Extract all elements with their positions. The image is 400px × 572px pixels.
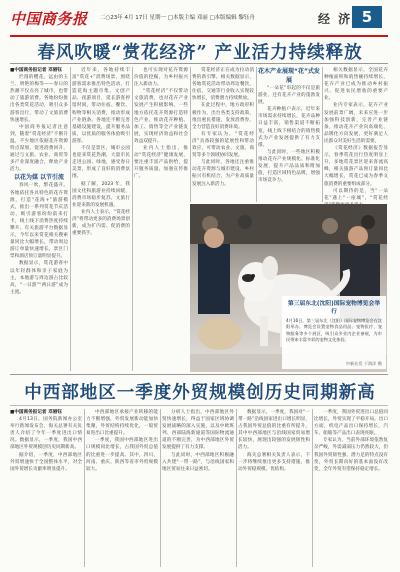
article2-column-3 [162,409,234,567]
subheading: 以花为媒 以节引流 [13,174,65,182]
section-title: 经 济 [318,12,353,26]
column-divider [70,67,71,371]
paragraph: 专家认为，当前外部环境依然复杂严峻，外需减弱压力仍然较大，但我国外贸韧性强、潜力足的特点没有变，外贸长期向好的基本面没有改变，全年外贸有望保持稳定增长。 [314,438,388,472]
headline-rule [10,63,388,64]
article1-column-5 [258,67,320,202]
page-number: 5 [352,6,382,28]
column-divider [236,409,237,567]
column-divider [160,409,161,567]
article1-column-3 [134,67,188,371]
paragraph: 数据显示，赏花游客中以年轻群体和亲子家庭为主，本地游与周边游占比较高，“一日游”“两日游”成为主流。 [10,261,68,295]
photo-credit: 中新社发 于海洋 摄 [345,361,382,366]
paragraph: “一朵花”串起的不仅是旅游业，还有花卉产业的蓬勃发展。 [258,86,320,106]
paragraph: 可以期待的是，当“一朵花”遇上“一座城”，“赏花经 [324,188,388,201]
paragraph: 有专家认为，“赏花经济”具备较强的延展性和带动效应，可带动农业、文旅、商贸等多个领域协同发展。 [192,131,254,159]
dateline: 二○23年 4月 17日 星期一 □本版主编 邓丽 □本版编辑 黎钰舟 [100,15,255,21]
paragraph: 近年来，各地持续丰富“赏花+”消费场景，围绕游客需求推出特色活动，打造花海主题市集、文创产品、夜游项目，延长游客停留时间，带动住宿、餐饮、购物等相关消费，推动形成产业链条。各地还不断完善基础设施建设，提升服务品质，以优质的服务体验吸引游客。 [72,68,130,144]
paragraph: 与此同时，中西部地区积极融入共建“一带一路”，与沿线国家和地区贸易往来日益密切。 [162,452,234,472]
article1-column-6 [324,67,388,202]
article2-column-5 [314,409,388,567]
paragraph: 花卉种植户表示，近年来市场需求持续增长，花卉品种日益丰富，销售渠道不断拓宽，线上线下相结合的销售模式为产业发展提供了有力支撑。 [258,107,320,148]
paragraph: 也可实现对花卉资源价值的挖掘，为乡村振兴注入新动力。 [134,68,188,88]
photo-caption-text: 4月16日，第三届东北（沈阳）国际宠物博览会在沈阳举办。博览会设置宠物食品用品、宠物医疗、宠物服务等多个展区，吸引众多业内企业参展，为市民带来丰富多彩的宠物文化体验。 [286,318,382,343]
article1-column-4 [192,67,254,202]
column-divider [132,67,133,371]
photo-caption-title: 第三届东北(沈阳)国际宠物博览会举行 [287,301,381,315]
paragraph: 4月13日，国务院新闻办公室举行新闻发布会，海关总署有关负责人介绍了今年一季度进出口情况。数据显示，一季度，我国中西部地区外贸规模创历史同期新高。 [10,417,82,451]
paragraph: 在此过程中，地方政府积极作为，出台各类支持政策，推出惠民措施，发放消费券，全力营造良好消费环境。 [192,103,254,130]
column-divider [84,409,85,567]
paragraph: 分析人士指出，中西部地区外贸快速增长，得益于国家区域协调发展战略的深入实施，以及中欧班列、西部陆海新通道等国际物流通道的不断完善，为中西部地区外贸发展提供了有力支撑。 [162,410,234,451]
paragraph: 业内人士表示，“赏花经济”将带动更多的消费场景创新，成为扩内需、促消费的重要抓手。 [72,209,130,237]
paragraph: 一季度，我国外贸进出口总值同比增长，外贸实现了平稳开局。出口方面，机电产品出口保持增长，汽车、船舶等产品出口表现亮眼。 [314,410,388,437]
article2-column-4 [238,409,310,567]
column-divider [190,67,191,202]
column-divider [312,409,313,567]
paragraph: 与此同时，各地还注重推动花卉资源与城市建设、乡村振兴有机结合，为产业高质量发展注入新活力。 [192,160,254,187]
subheading: 花木产业展现“花”式发展 [258,68,320,84]
paragraph: 不仅是景区，城市公园也迎来赏花热潮，大量市民走进公园、绿地，感受春日美景，形成了良好的消费氛围。 [72,146,130,180]
paragraph: 《赏花经济》数据报告显示，春季赏花出行热度明显上升，多地赏花景区迎来客流高峰，相关旅游产品预订量同比大幅增长，赏花已成为春季文旅消费的重要组成部分。 [324,146,388,187]
paragraph: 相关数据显示，全国花卉种植面积和销售额持续增长，花卉产业已成为推动乡村振兴、促进农民增收的重要产业。 [324,68,388,102]
paragraph: 中西部地区承接产业转移的能力不断增强，外贸发展新动能加快集聚，外贸结构持续优化，一般贸易进出口比重提升。 [86,410,158,437]
article1-headline: 春风吹暖“赏花经济” 产业活力持续释放 [37,43,363,63]
paragraph: 一季度，我国中西部地区进出口规模同比增长，占我国外贸总值的比重进一步提高。其中，四川、河南、重庆、陕西等省市外贸规模较大。 [86,438,158,472]
section-rule [10,374,388,375]
column-divider [322,67,323,202]
paragraph: 业内专家表示，花卉产业发展前景广阔，未来应进一步加强科技创新，完善产业链条，推动花卉产业向高端化、品牌化方向发展，更好满足人民群众对美好生活的需要。 [324,103,388,144]
article1-column-2 [72,67,130,371]
newspaper-logo: 中国商务报 [10,10,88,28]
paragraph: 中国商务报记者注意到，随着“赏花经济”不断升温，不少地区依据花卉资源特点谋划，促进消费回升，通过与文旅、农业、商贸等多产业深度融合，释放产业活力。 [10,124,68,173]
paragraph: 与此同时，一些地区积极推动花卉产业规模化、标准化发展，提升产品品质和附加值，打造区域特色品牌，增强市场竞争力。 [258,149,320,184]
article1-byline: ■中国商务报记者 邓丽钰 [10,68,62,73]
article2-column-2 [86,409,158,567]
paragraph: 赏花经济正在成为拉动消费的新引擎。相关数据显示，各地赏花活动带动周边餐饮、住宿、交通等行业收入实现较快增长，消费潜力持续释放。 [192,68,254,102]
article1-column-1 [10,67,68,371]
paragraph: “赏花经济”不仅带动文旅消费，也对花卉产业发展产生积极影响。一些地方依托花卉资源打造特色产业，推动花卉种植、加工、销售等全产业链发展，实现经济效益和社会效益双提升。 [134,89,188,144]
article2-column-1 [10,409,82,567]
paragraph: 据介绍，一季度，中西部地区外贸增速快于全国整体水平，对全国外贸增长贡献率明显提升。 [10,452,82,472]
paragraph: 业内人士指出，推动“赏花经济”健康发展，要注重丰富产品供给，提升服务质量，加强宣传推广。 [134,146,188,180]
paragraph: 春风一吹，繁花盛开。各地依托各具特色的花卉资源，打造“花海+”旅游模式，推出一系列赏花节庆活动，吸引游客纷纷前来打卡，线上线下消费热度持续攀升。有关旅游平台数据显示，今年以来赏花相关搜索量同比大幅增长，带动周边游订单量快速增长，景区门票和酒店预订量明显提升。 [10,183,68,260]
headline-rule [10,405,388,406]
paragraph: 数据显示，一季度，我国对“一带一路”沿线国家进出口增长明显，占我国外贸总值的比重有所提升，其中中西部地区与沿线国家贸易增长较快，展现出较强的发展韧性和活力。 [238,410,310,451]
paragraph: 海关总署相关负责人表示，下一步将继续推出更多支持措施，推动外贸稳规模、优结构。 [238,452,310,472]
article2-headline: 中西部地区一季度外贸规模创历史同期新高 [24,383,376,403]
paragraph: 据了解，2023 年，我国文化和旅游业持续回暖，消费市场稳步复苏，文旅行业迎来新的发展机遇。 [72,181,130,208]
paragraph: 烂漫的樱花、远由的玉兰、明艳的梅等——春日的热潮不仅点亮了城市，也带动了旅游消费。各地纷纷推出各类赏花活动，吸引众多游客出行，带动了文旅消费快速增长。 [10,75,68,123]
column-divider [256,67,257,202]
masthead-rule [10,35,388,37]
article2-byline: ■中国商务报记者 邓丽钰 [10,410,62,415]
